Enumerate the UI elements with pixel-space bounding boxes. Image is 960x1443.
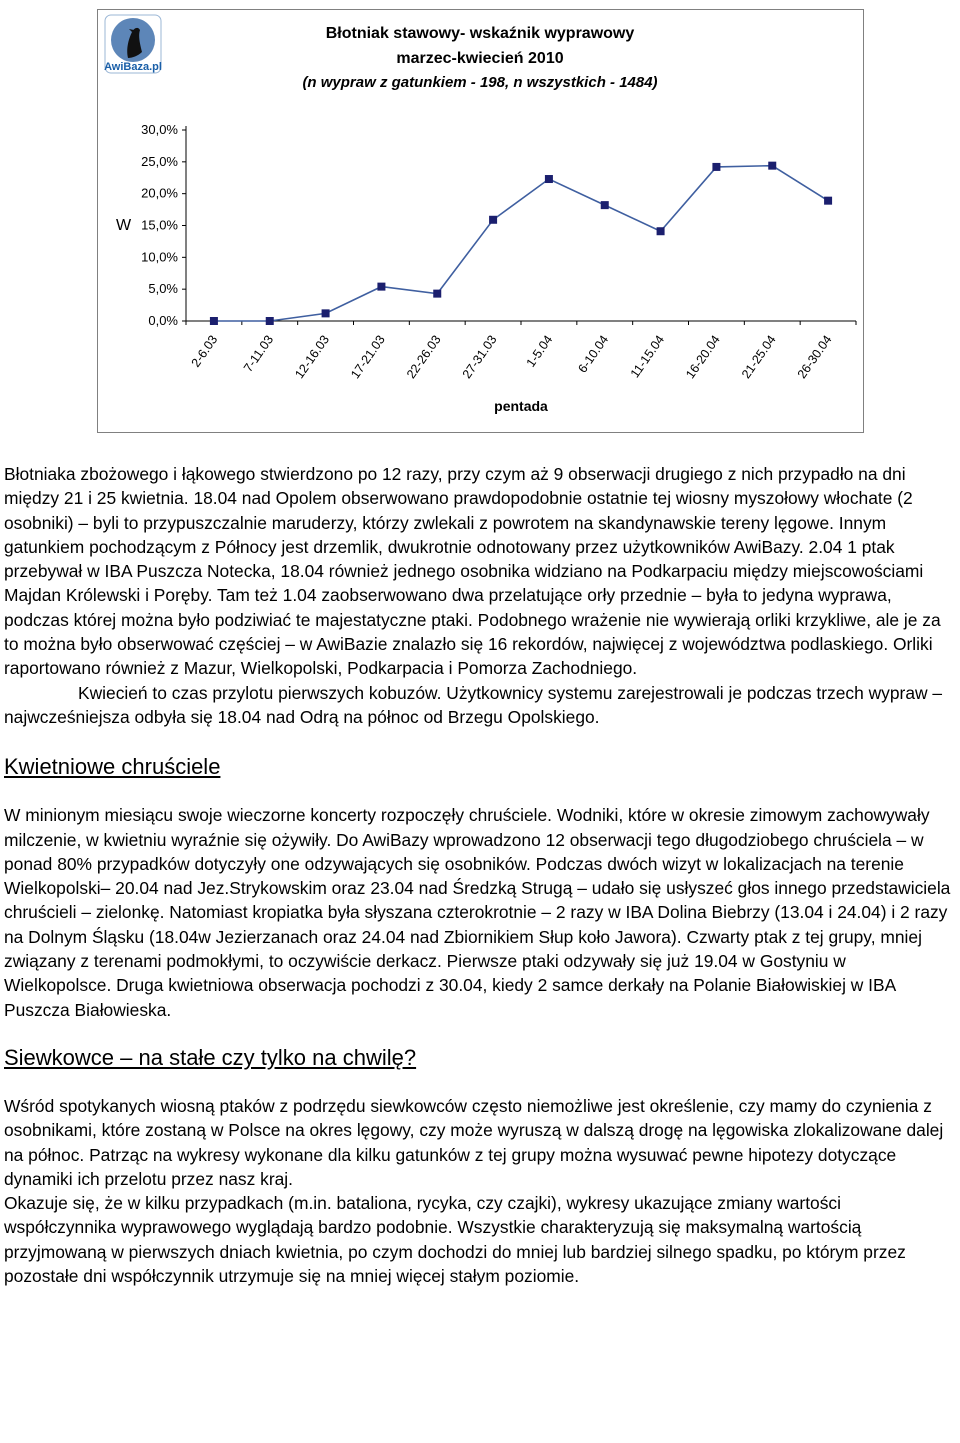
- x-tick-label: 7-11.03: [240, 332, 277, 375]
- y-tick-label: 10,0%: [141, 249, 178, 265]
- data-point: [545, 175, 553, 183]
- y-tick-label: 0,0%: [148, 313, 178, 328]
- line-chart: [98, 10, 865, 434]
- logo-text: AwiBaza.pl: [104, 61, 162, 73]
- x-tick-label: 2-6.03: [188, 332, 221, 370]
- heading-waders: Siewkowce – na stałe czy tylko na chwilę?: [4, 1044, 417, 1070]
- data-point: [322, 309, 330, 317]
- data-point: [210, 317, 218, 325]
- data-point: [266, 317, 274, 325]
- x-tick-label: 16-20.04: [683, 332, 723, 382]
- x-tick-label: 11-15.04: [627, 332, 668, 381]
- paragraph-hobbies: Kwiecień to czas przylotu pierwszych kobuzów. Użytkownicy systemu zarejestrowali je podczas trzech wypraw – najwcześniejsza odbyła się 18.04 nad Odrą na północ od Brzegu Opolskiego.: [4, 682, 943, 727]
- paragraph-harriers: Błotniaka zbożowego i łąkowego stwierdzono po 12 razy, przy czym aż 9 obserwacji drugiego z nich przypadło na dni między 21 i 25 kwietnia. 18.04 nad Opolem obserwowano prawdopodobnie ostatnie tej wiosny myszołowy włochate (2 osobniki) – byli to przypuszczalnie maruderzy, którzy zwlekali z powrotem na skandynawskie tereny lęgowe. Innym gatunkiem pochodzącym z Północy jest drzemlik, dwukrotnie odnotowany przez użytkowników AwiBazy. 2.04 1 ptak przebywał w IBA Puszcza Notecka, 18.04 również jednego osobnika widziano na Podkarpaciu między miejscowościami Majdan Królewski i Poręby. Tam też 1.04 zaobserwowano dwa przelatujące orły przednie – była to jedyna wyprawa, podczas której można było podziwiać te majestatyczne ptaki. Podobnego wrażenie nie wywierają orliki krzykliwe, ale je za to można było obserwować częściej – w AwiBazie znalazło się 16 rekordów, najwięcej z województwa podlaskiego. Orliki raportowano również z Mazur, Wielkopolski, Podkarpacia i Pomorza Zachodniego.: [4, 464, 941, 679]
- data-point: [433, 290, 441, 298]
- chart-subtitle: marzec-kwiecień 2010: [396, 50, 564, 67]
- y-tick-label: 30,0%: [141, 122, 178, 137]
- plot-area: [141, 122, 856, 381]
- y-tick-label: 15,0%: [141, 217, 178, 233]
- heading-rails: Kwietniowe chruściele: [4, 754, 221, 780]
- series-line: [214, 166, 828, 321]
- x-tick-label: 12-16.03: [292, 332, 333, 382]
- data-point: [601, 201, 609, 209]
- x-tick-label: 22-26.03: [403, 332, 444, 382]
- data-point: [377, 283, 385, 291]
- awibaza-logo: [104, 15, 162, 73]
- data-point: [657, 227, 665, 235]
- y-tick-label: 25,0%: [141, 153, 178, 169]
- x-tick-label: 27-31.03: [459, 332, 500, 382]
- chart-figure: [97, 9, 864, 433]
- chart-title: Błotniak stawowy- wskaźnik wyprawowy: [325, 25, 635, 42]
- chart-sample-note: (n wypraw z gatunkiem - 198, n wszystkich - 1484): [302, 74, 658, 91]
- y-axis-label: W: [116, 217, 132, 234]
- data-point: [824, 197, 832, 205]
- article-body: [4, 462, 956, 1288]
- x-tick-label: 6-10.04: [575, 332, 612, 376]
- paragraph-waders-intro: Wśród spotykanych wiosną ptaków z podrzędu siewkowców często niemożliwe jest określenie, czy mamy do czynienia z osobnikami, które zostaną w Polsce na okres lęgowy, czy może wyruszą w dalszą drogę na lęgowiska zlokalizowane dalej na północ. Patrząc na wykresy wykonane dla kilku gatunków z tej grupy można wysuwać pewne hipotezy dotyczące dynamiki ich przelotu przez nasz kraj.: [4, 1095, 944, 1189]
- paragraph-rails: W minionym miesiącu swoje wieczorne koncerty rozpoczęły chruściele. Wodniki, które w okresie zimowym zachowywały milczenie, w kwietniu wyraźnie się ożywiły. Do AwiBazy wprowadzono 12 obserwacji tego długodziobego chruściela – w ponad 80% przypadków dotyczyły one odzywających się osobników. Podczas dwóch wizyt w lokalizacjach na terenie Wielkopolski– 20.04 nad Jez.Strykowskim oraz 23.04 nad Średzką Strugą – udało się usłyszeć głos innego przedstawiciela chruścieli – zielonkę. Natomiast kropiatka była słyszana czterokrotnie – 2 razy w IBA Dolina Biebrzy (13.04 i 24.04) i 2 razy na Dolnym Śląsku (18.04w Jezierzanach oraz 24.04 nad Zbiornikiem Słup koło Jawora). Czwarty ptak z tej grupy, mniej związany z terenami podmokłymi, to oczywiście derkacz. Pierwsze ptaki odzywały się już 19.04 w Gostyniu w Wielkopolsce. Druga kwietniowa obserwacja pochodzi z 30.04, kiedy 2 samce derkały na Polanie Białowiskiej w IBA Puszcza Białowieska.: [4, 805, 951, 1020]
- x-tick-label: 1-5.04: [523, 332, 556, 370]
- x-tick-label: 21-25.04: [738, 332, 779, 382]
- data-point: [712, 163, 720, 171]
- data-point: [768, 162, 776, 170]
- data-point: [489, 216, 497, 224]
- y-tick-label: 5,0%: [148, 281, 178, 297]
- x-tick-label: 17-21.03: [348, 332, 388, 382]
- paragraph-waders-charts: Okazuje się, że w kilku przypadkach (m.in. bataliona, rycyka, czy czajki), wykresy ukazujące zmiany wartości współczynnika wyprawowego wyglądają bardzo podobnie. Wszystkie charakteryzują się maksymalną wartością przyjmowaną w pierwszych dniach kwietnia, po czym dochodzi do mniej lub bardziej silnego spadku, po którym przez pozostałe dni współczynnik utrzymuje się na mniej więcej stałym poziomie.: [4, 1193, 906, 1287]
- x-tick-label: 26-30.04: [794, 332, 835, 382]
- y-tick-label: 20,0%: [141, 185, 178, 201]
- x-axis-label: pentada: [494, 398, 548, 414]
